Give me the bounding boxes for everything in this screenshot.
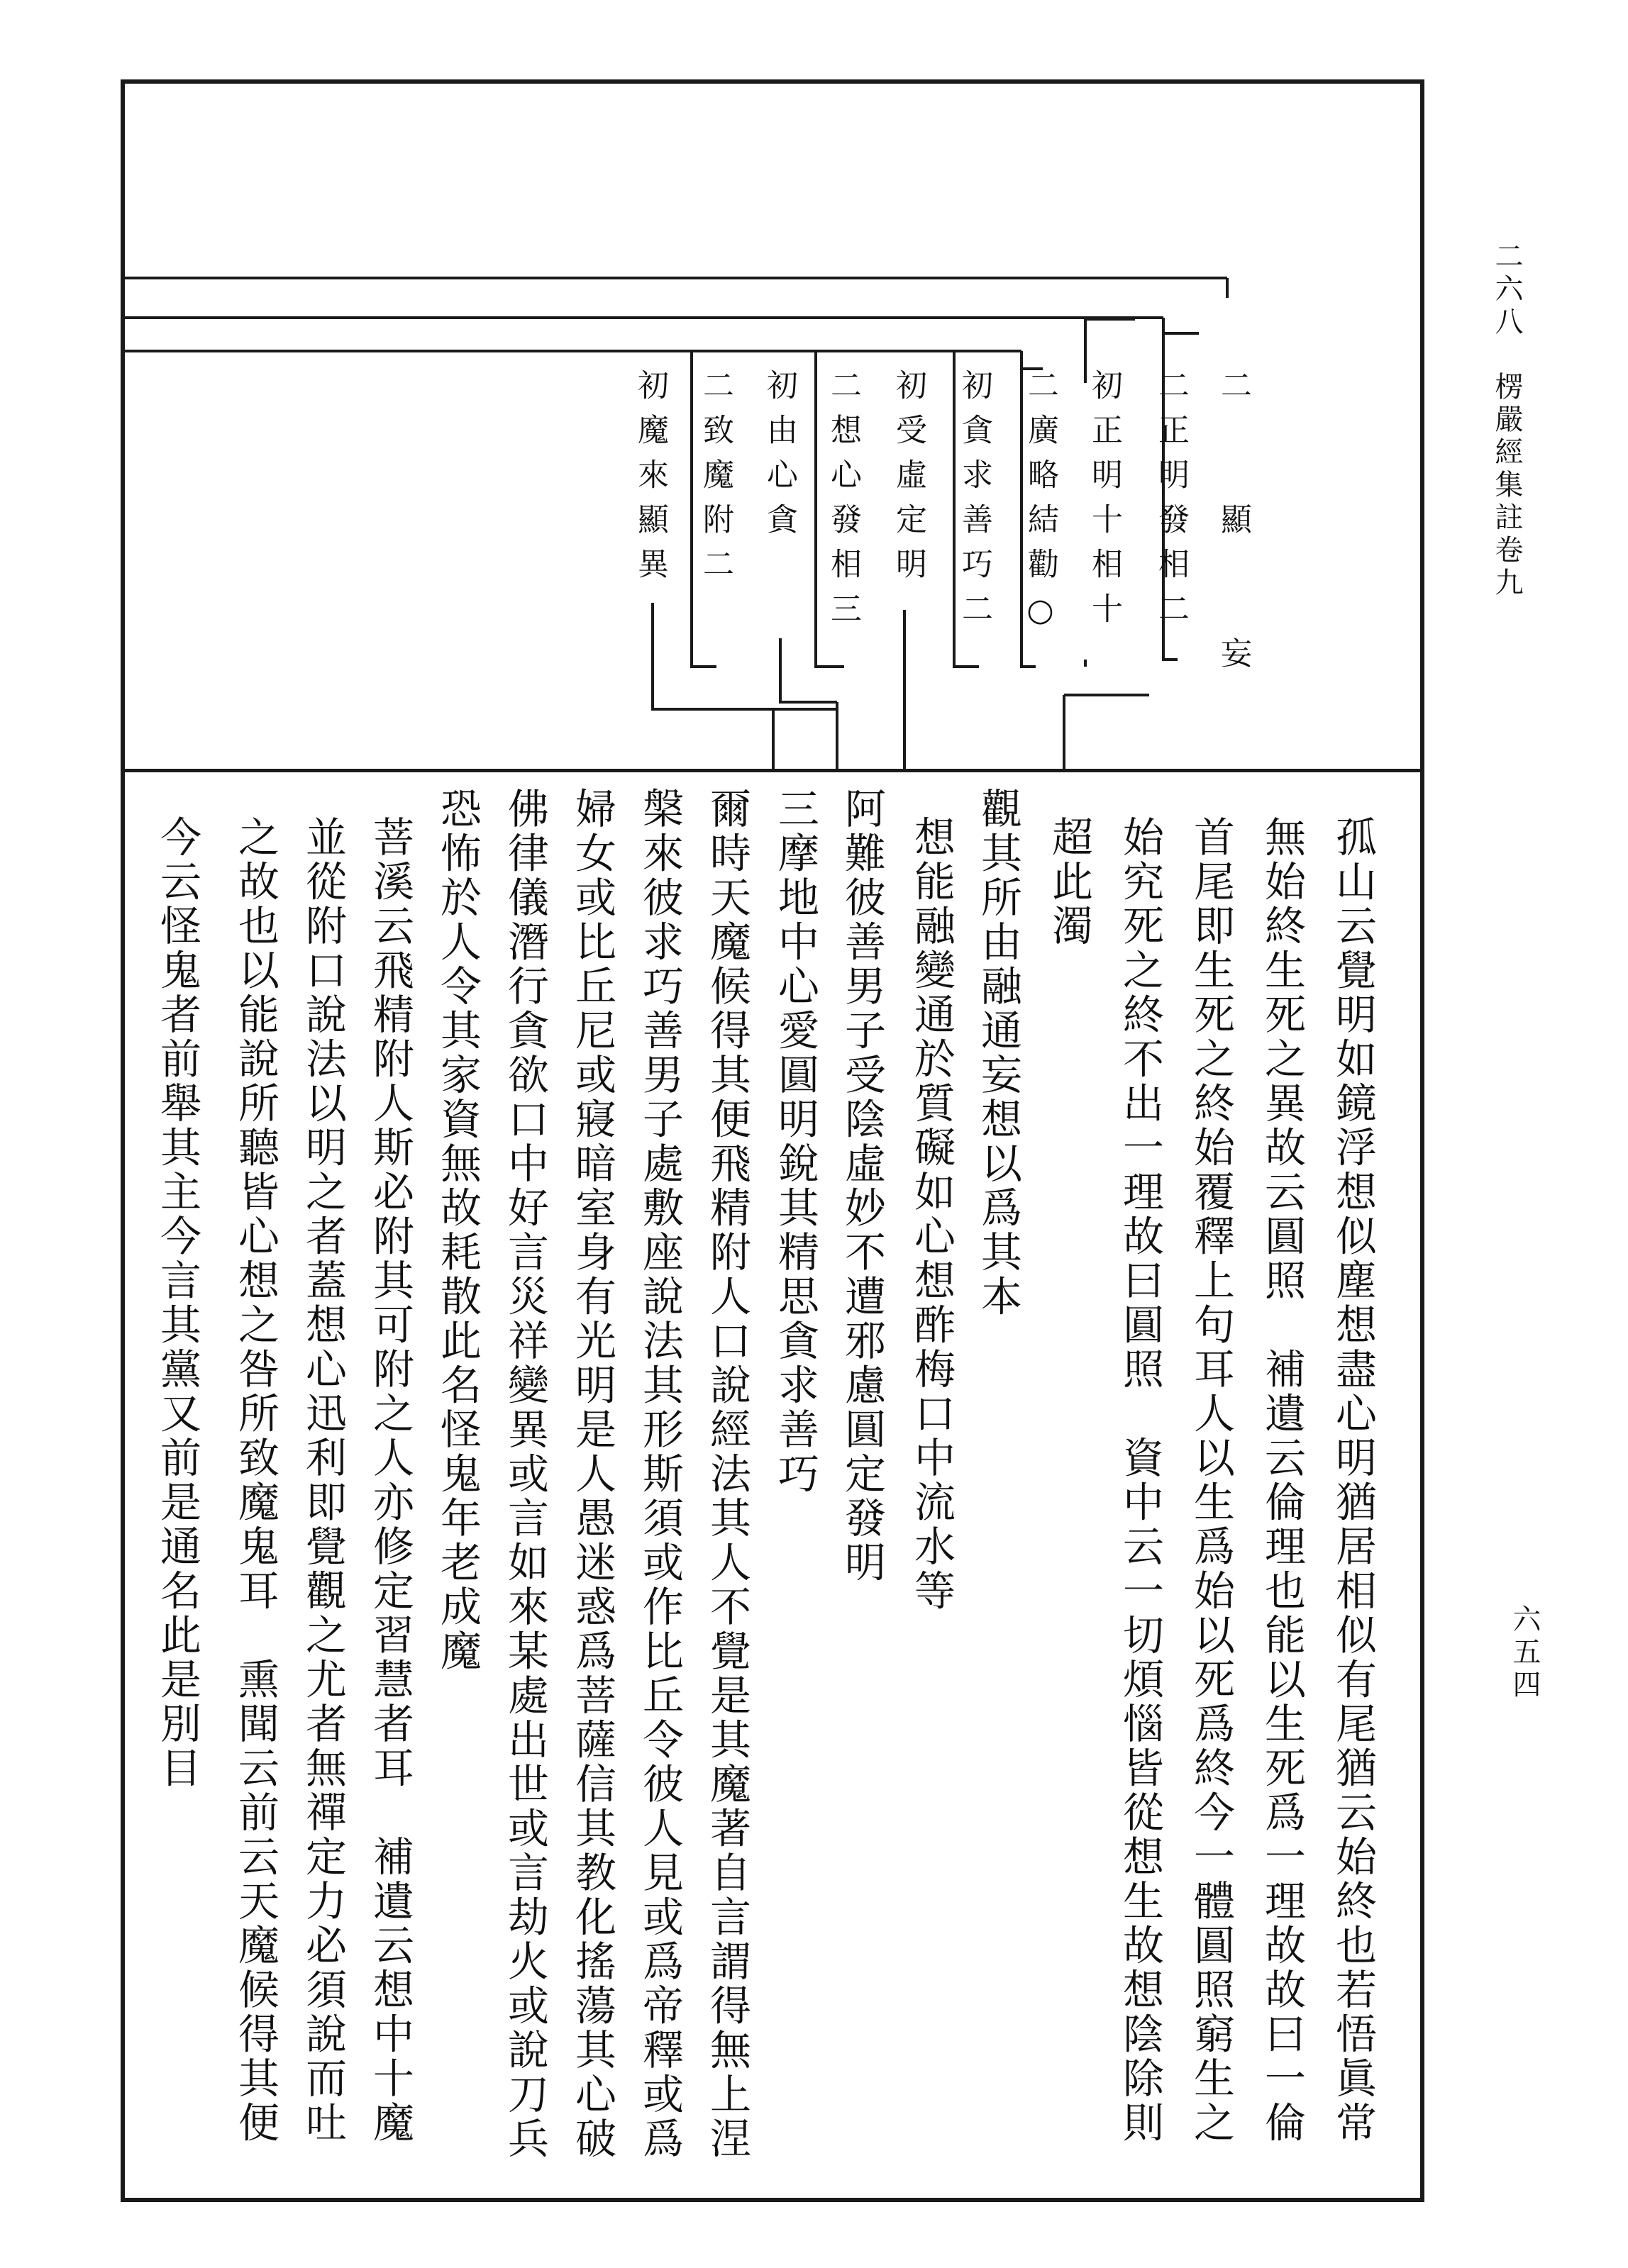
body-column-13: 佛律儀潛行貪欲口中好言災祥變異或言如來某處出世或言劫火或說刀兵	[501, 787, 549, 2162]
body-column-11: 槃來彼求巧善男子處敷座說法其形斯須或作比丘令彼人見或爲帝釋或爲	[636, 787, 684, 2162]
margin-title: 二六八 楞嚴經集註卷九	[1490, 241, 1523, 600]
outline-label-zhengming-shixiang: 初正明十相十	[1086, 369, 1122, 637]
outline-label-shouxu-dingming: 初受虛定明	[890, 369, 926, 592]
outline-label-zhengming-faxiang: 二正明發相二	[1153, 369, 1189, 637]
body-column-6: 觀其所由融通妄想以爲其本	[974, 787, 1022, 1319]
body-column-16: 並從附口說法以明之者蓋想心迅利即覺觀之尤者無禪定力必須說而吐	[299, 816, 347, 2145]
body-column-7: 想能融變通於質礙如心想酢梅口中流水等	[907, 816, 956, 1613]
outline-label-guanglue-jiequan: 二廣略結勸○	[1022, 369, 1058, 642]
outline-label-molai-xianyi: 初魔來顯異	[632, 369, 668, 592]
body-column-18: 今云怪鬼者前舉其主今言其黨又前是通名此是別目	[153, 816, 201, 1791]
body-column-17: 之故也以能說所聽皆心想之咎所致魔鬼耳 熏聞云前云天魔候得其便	[231, 816, 279, 2145]
outline-label-tanqiu-shanqiao: 初貪求善巧二	[956, 369, 992, 637]
body-column-4: 始究死之終不出一理故曰圓照 資中云一切煩惱皆從想生故想陰除則	[1116, 816, 1164, 2145]
body-column-14: 恐怖於人令其家資無故耗散此名怪鬼年老成魔	[433, 787, 482, 1674]
outline-label-xiangxin-faxiang: 二想心發相三	[825, 369, 861, 637]
body-column-1: 孤山云覺明如鏡浮想似塵想盡心明猶居相似有尾猶云始終也若悟眞常	[1329, 816, 1377, 2145]
body-column-3: 首尾即生死之終始覆釋上句耳人以生爲始以死爲終今一體圓照窮生之	[1187, 816, 1235, 2145]
body-column-10: 爾時天魔候得其便飛精附人口說經法其人不覺是其魔著自言謂得無上涅	[703, 787, 751, 2162]
body-column-5: 超此濁	[1045, 816, 1093, 949]
outline-label-youxin-tan: 初由心貪	[761, 369, 797, 547]
body-column-2: 無始終生死之異故云圓照 補遺云倫理也能以生死爲一理故故曰一倫	[1258, 816, 1306, 2145]
body-column-12: 婦女或比丘尼或寢暗室身有光明是人愚迷惑爲菩薩信其教化搖蕩其心破	[568, 787, 616, 2162]
body-column-8: 阿難彼善男子受陰虛妙不遭邪慮圓定發明	[838, 787, 886, 1585]
body-column-15: 菩溪云飛精附人斯必附其可附之人亦修定習慧者耳 補遺云想中十魔	[366, 816, 414, 2145]
outline-label-zhimo-fu: 二致魔附二	[697, 369, 733, 592]
body-column-9: 三摩地中心愛圓明銳其精思貪求善巧	[771, 787, 819, 1496]
page-number: 六五四	[1508, 1604, 1541, 1702]
outline-label-xianwang: 二 顯 妄	[1215, 369, 1251, 682]
